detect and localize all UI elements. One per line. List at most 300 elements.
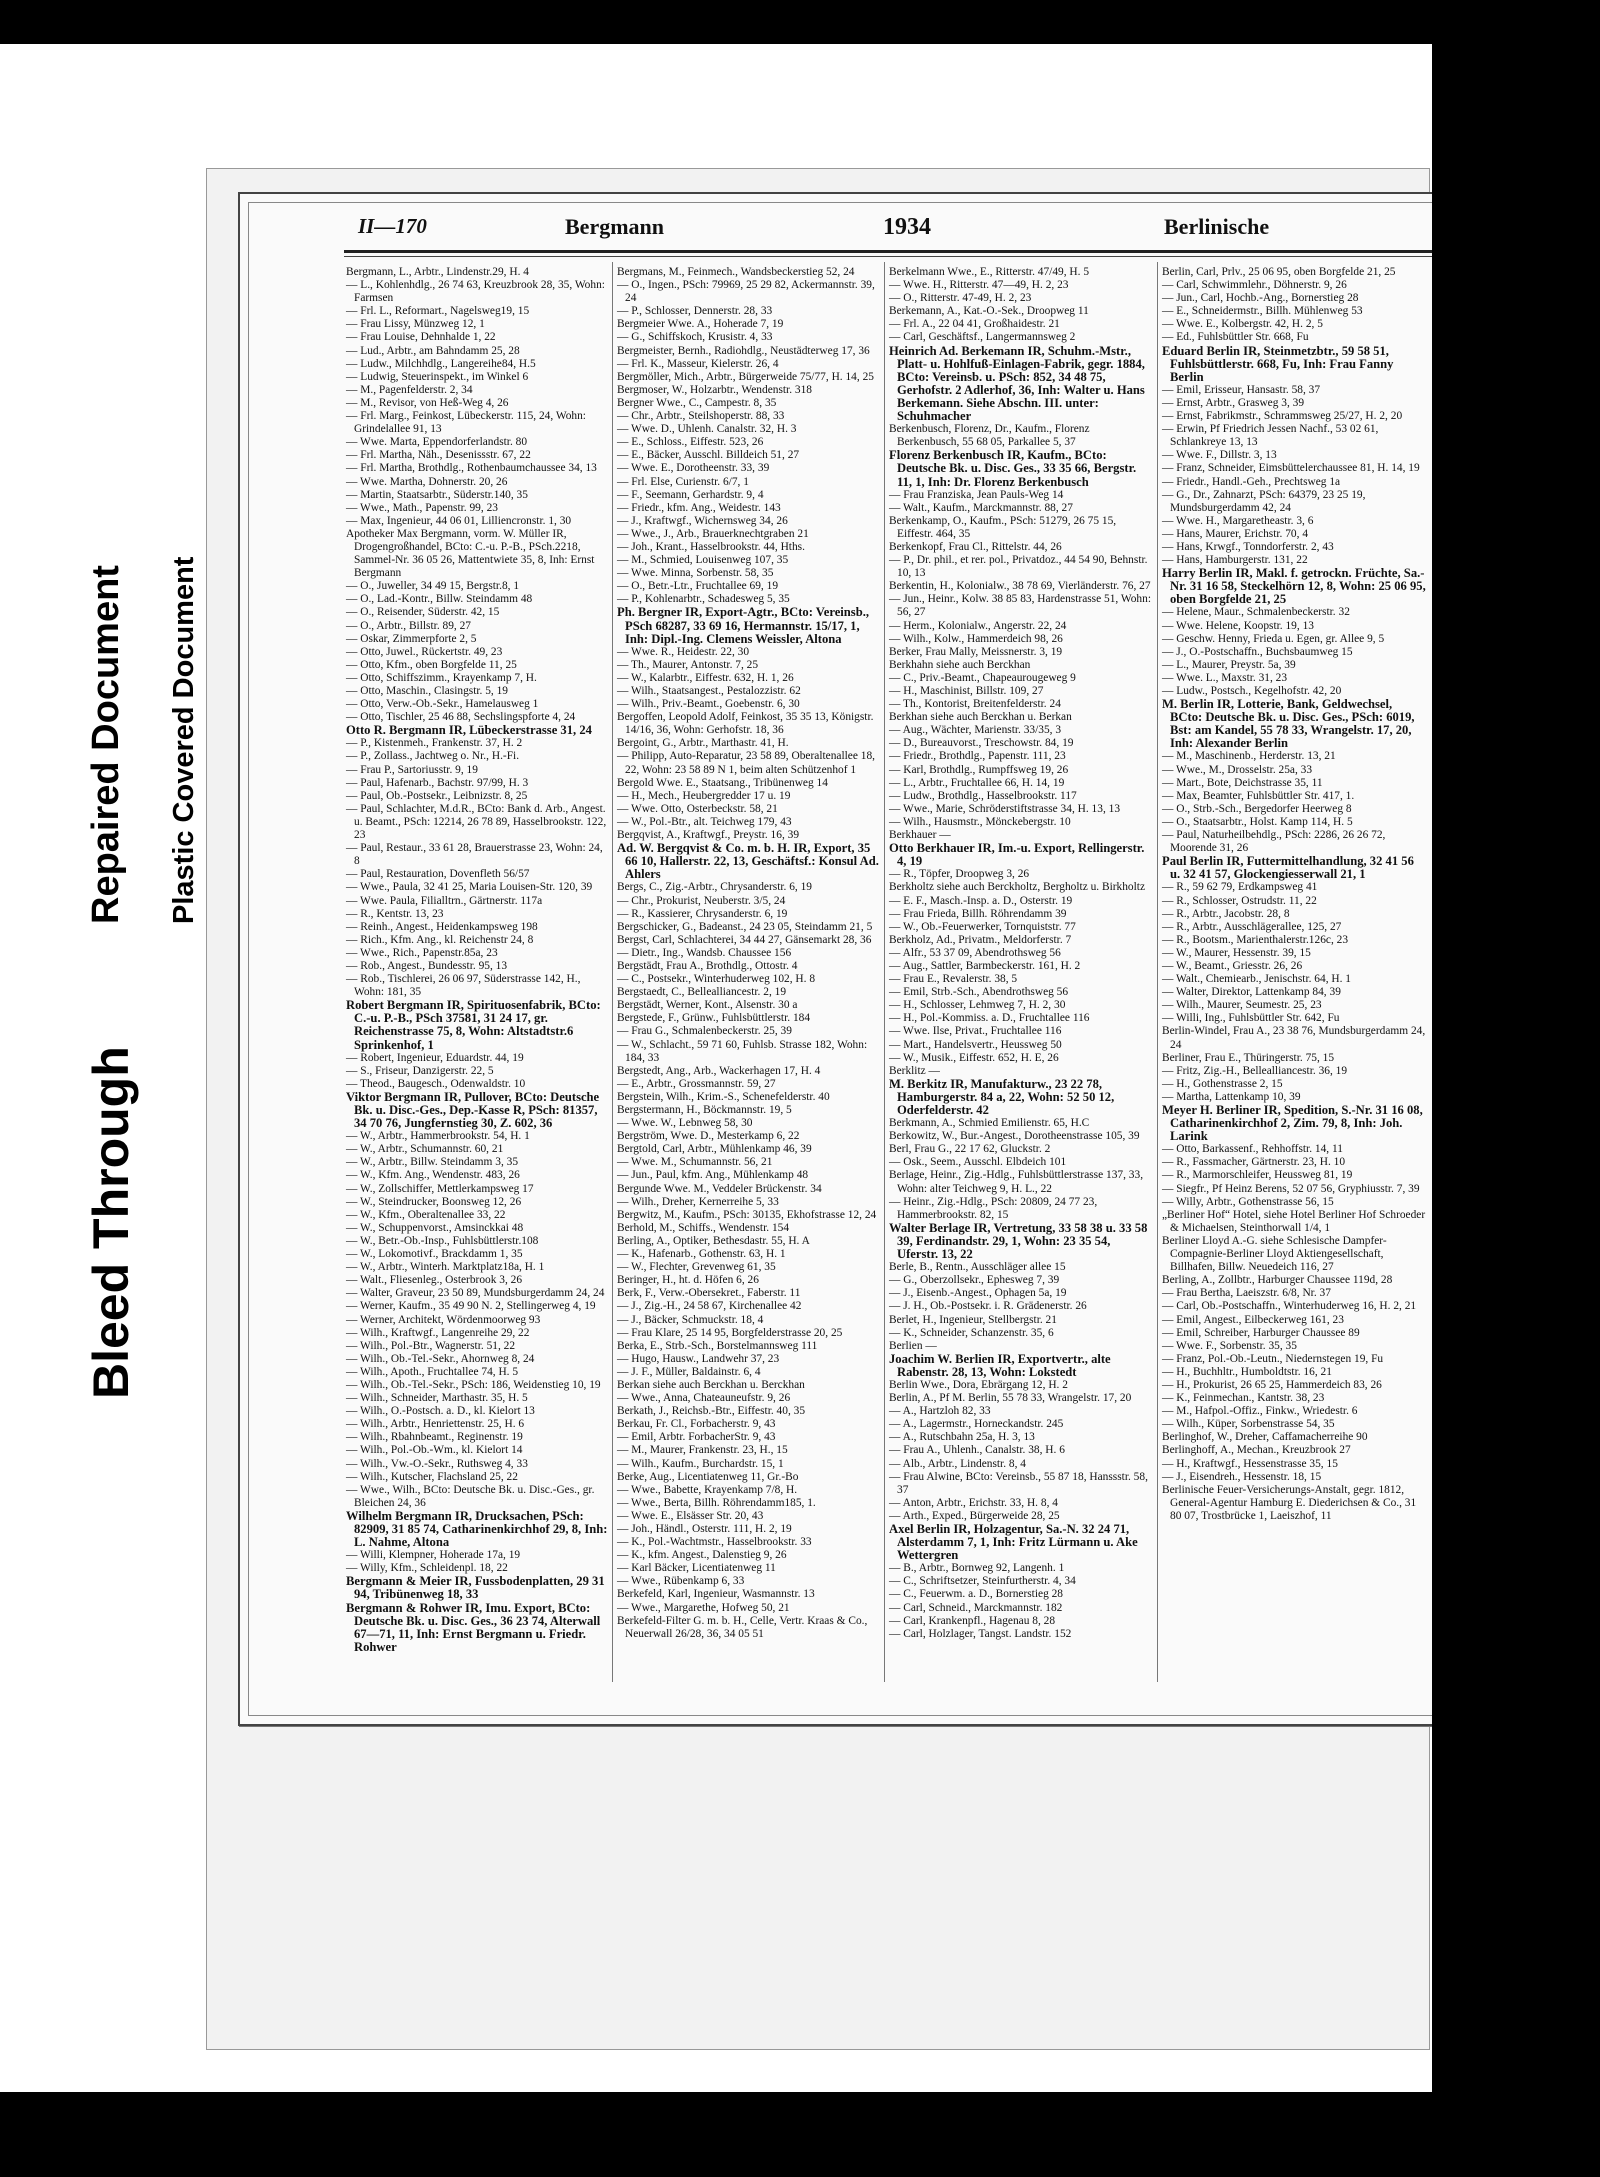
directory-entry: — Wwe. H., Margaretheastr. 3, 6 [1162, 514, 1314, 527]
directory-entry: — Joh., Krant., Hasselbrookstr. 44, Hths. [617, 540, 805, 553]
directory-entry: — Walt., Kaufm., Marckmannstr. 88, 27 [889, 501, 1073, 514]
directory-entry: — Wwe. F., Dillstr. 3, 13 [1162, 449, 1277, 462]
column-1 [346, 266, 608, 1686]
directory-entry: Berkenbusch, Florenz, Dr., Kaufm., Florenz Berkenbusch, 55 68 05, Parkallee 5, 37 [889, 423, 1090, 449]
directory-entry: — Wwe. Minna, Sorbenstr. 58, 35 [617, 567, 774, 580]
directory-entry: — C., Feuerwm. a. D., Bornerstieg 28 [889, 1588, 1063, 1601]
directory-entry: — H., Schlosser, Lehmweg 7, H. 2, 30 [889, 999, 1066, 1012]
directory-entry: — W., Maurer, Hessenstr. 39, 15 [1162, 946, 1311, 959]
directory-entry: — Paul, Naturheilbehdlg., PSch: 2286, 26 26 72, Moorende 31, 26 [1162, 829, 1386, 855]
directory-entry: — Dietr., Ing., Wandsb. Chaussee 156 [617, 946, 792, 959]
directory-entry: Beringer, H., ht. d. Höfen 6, 26 [617, 1274, 759, 1287]
directory-entry: — Frau Bertha, Laeiszstr. 6/8, Nr. 37 [1162, 1287, 1331, 1300]
directory-entry: Bergstaedt, C., Bellealliancestr. 2, 19 [617, 986, 787, 999]
directory-entry: — W., Zollschiffer, Mettlerkampsweg 17 [346, 1182, 534, 1195]
directory-entry: — R., Schlosser, Ostrudstr. 11, 22 [1162, 894, 1317, 907]
directory-entry: Ph. Bergner IR, Export-Agtr., BCto: Vereinsb., PSch 68287, 33 69 16, Hermannstr. 15/17, 1, Inh: Dipl.-Ing. Clemens Weissler, Altona [617, 605, 869, 646]
column-3 [889, 266, 1151, 1686]
directory-entry: — L., Maurer, Preystr. 5a, 39 [1162, 658, 1296, 671]
directory-entry: — Walt., Fliesenleg., Osterbrook 3, 26 [346, 1274, 523, 1287]
directory-entry: — Philipp, Auto-Reparatur, 23 58 89, Oberaltenallee 18, 22, Wohn: 23 58 89 N 1, beim alten Schützenhof 1 [617, 750, 875, 776]
directory-entry: — Wwe. R., Heidestr. 22, 30 [617, 645, 750, 658]
directory-entry: — Frau Louise, Dehnhalde 1, 22 [346, 331, 496, 344]
directory-entry: — Th., Maurer, Antonstr. 7, 25 [617, 658, 759, 671]
directory-entry: — L., Arbtr., Fruchtallee 66, H. 14, 19 [889, 776, 1065, 789]
directory-entry: — W., Kalarbtr., Eiffestr. 632, H. 1, 26 [617, 671, 794, 684]
directory-entry: — R., Bootsm., Marienthalerstr.126c, 23 [1162, 933, 1349, 946]
directory-entry: — W., Pol.-Btr., alt. Teichweg 179, 43 [617, 815, 792, 828]
directory-entry: Bergstede, F., Grünw., Fuhlsbüttlerstr. 184 [617, 1012, 811, 1025]
directory-entry: — L., Kohlenhdlg., 26 74 63, Kreuzbrook 28, 35, Wohn: Farmsen [346, 279, 605, 305]
directory-entry: — Ernst, Fabrikmstr., Schrammsweg 25/27, H. 2, 20 [1162, 410, 1403, 423]
directory-entry: — Emil, Erisseur, Hansastr. 58, 37 [1162, 383, 1321, 396]
directory-entry: Meyer H. Berliner IR, Spedition, S.-Nr. 31 16 08, Catharinenkirchhof 2, Zim. 79, 8, Inh: Joh. Larink [1162, 1103, 1423, 1144]
page-number: II—170 [358, 214, 427, 238]
directory-entry: — Helene, Maur., Schmalenbeckerstr. 32 [1162, 606, 1350, 619]
directory-entry: Bergoint, G., Arbtr., Marthastr. 41, H. [617, 737, 789, 750]
directory-entry: — A., Hartzloh 82, 33 [889, 1405, 991, 1418]
directory-entry: — Martha, Lattenkamp 10, 39 [1162, 1090, 1301, 1103]
directory-entry: Bergmoser, W., Holzarbtr., Wendenstr. 318 [617, 383, 812, 396]
column-4 [1162, 266, 1426, 1686]
directory-entry: — Wwe. W., Lebnweg 58, 30 [617, 1117, 753, 1130]
directory-entry: — H., Prokurist, 26 65 25, Hammerdeich 83, 26 [1162, 1378, 1382, 1391]
directory-entry: — E., Bäcker, Ausschl. Billdeich 51, 27 [617, 449, 800, 462]
directory-entry: — Rob., Angest., Bundesstr. 95, 13 [346, 959, 508, 972]
directory-entry: — Ernst, Arbtr., Grasweg 3, 39 [1162, 396, 1305, 409]
directory-entry: — W., Steindrucker, Boonsweg 12, 26 [346, 1195, 522, 1208]
directory-entry: — Wwe., Babette, Krayenkamp 7/8, H. [617, 1483, 798, 1496]
directory-entry: — Wilh., Kutscher, Flachsland 25, 22 [346, 1470, 518, 1483]
directory-entry: — R., 59 62 79, Erdkampsweg 41 [1162, 881, 1318, 894]
directory-entry: — E., Schloss., Eiffestr. 523, 26 [617, 436, 764, 449]
directory-entry: — Anton, Arbtr., Erichstr. 33, H. 8, 4 [889, 1496, 1058, 1509]
directory-entry: Berling, A., Zollbtr., Harburger Chaussee 119d, 28 [1162, 1274, 1393, 1287]
directory-entry: — Emil, Arbtr. ForbacherStr. 9, 43 [617, 1431, 776, 1444]
directory-entry: — R., Töpfer, Droopweg 3, 26 [889, 868, 1030, 881]
directory-entry: Heinrich Ad. Berkemann IR, Schuhm.-Mstr., Platt- u. Hohlfuß-Einlagen-Fabrik, gegr. 1884, BCto: Vereinsb. u. PSch: 852, 34 48 75, Gerhofstr. 2 Adlerhof, 36, Inh: Walter u. Hans Berkemann. Siehe Abschn. III. unter: Schuhmacher [889, 343, 1145, 424]
directory-entry: — Oskar, Zimmerpforte 2, 5 [346, 632, 477, 645]
directory-entry: Ad. W. Bergqvist & Co. m. b. H. IR, Export, 35 66 10, Hallerstr. 22, 13, Geschäftsf.: Konsul Ad. Ahlers [617, 841, 879, 882]
directory-entry: — C., Schriftsetzer, Steinfurtherstr. 4, 34 [889, 1575, 1076, 1588]
directory-entry: — Willi, Ing., Fuhlsbüttler Str. 642, Fu [1162, 1012, 1340, 1025]
directory-entry: — P., Schlosser, Dennerstr. 28, 33 [617, 305, 773, 318]
directory-entry: — Frl. L., Reformart., Nagelsweg19, 15 [346, 305, 530, 318]
directory-entry: Berker, Frau Mally, Meissnerstr. 3, 19 [889, 645, 1063, 658]
directory-entry: Berlet, H., Ingenieur, Stellbergstr. 21 [889, 1313, 1057, 1326]
directory-entry: — Wwe., Margarethe, Hofweg 50, 21 [617, 1601, 790, 1614]
directory-entry: — R., Marmorschleifer, Heussweg 81, 19 [1162, 1169, 1353, 1182]
directory-entry: — W., Arbtr., Billw. Steindamm 3, 35 [346, 1156, 519, 1169]
directory-entry: — S., Friseur, Danzigerstr. 22, 5 [346, 1064, 494, 1077]
directory-entry: Bergschicker, G., Badeanst., 24 23 05, Steindamm 21, 5 [617, 920, 873, 933]
directory-entry: Berkhan siehe auch Berckhan u. Berkan [889, 711, 1072, 724]
directory-entry: — Wilh., Rbahnbeamt., Reginenstr. 19 [346, 1431, 523, 1444]
directory-entry: Otto R. Bergmann IR, Lübeckerstrasse 31, 24 [346, 723, 592, 738]
directory-entry: — Wilh., Kolw., Hammerdeich 98, 26 [889, 632, 1063, 645]
directory-entry: — Willy, Kfm., Schleidenpl. 18, 22 [346, 1562, 508, 1575]
directory-entry: — K., Schneider, Schanzenstr. 35, 6 [889, 1326, 1054, 1339]
directory-entry: Bergmöller, Mich., Arbtr., Bürgerweide 75/77, H. 14, 25 [617, 370, 874, 383]
directory-entry: Bergunde Wwe. M., Veddeler Brückenstr. 34 [617, 1182, 822, 1195]
directory-entry: — W., Beamt., Griesstr. 26, 26 [1162, 959, 1303, 972]
running-header [240, 214, 1466, 244]
directory-entry: — Karl, Brothdlg., Rumpffsweg 19, 26 [889, 763, 1069, 776]
directory-entry: — M., Revisor, von Heß-Weg 4, 26 [346, 396, 509, 409]
directory-entry: — Wilh., Hausmstr., Mönckebergstr. 10 [889, 815, 1071, 828]
directory-entry: — Wwe., Berta, Billh. Röhrendamm185, 1. [617, 1496, 816, 1509]
scan-border-right [1432, 44, 1600, 2094]
directory-entry: — P., Kistenmeh., Frankenstr. 37, H. 2 [346, 737, 523, 750]
directory-entry: — M., Schmied, Louisenweg 107, 35 [617, 554, 789, 567]
directory-entry: Berkefeld, Karl, Ingenieur, Wasmannstr. 13 [617, 1588, 815, 1601]
directory-entry: Bergmann & Rohwer IR, Imu. Export, BCto: Deutsche Bk. u. Disc. Ges., 36 23 74, Alterwall 67—71, 11, Inh: Ernst Bergmann u. Friedr. Rohwer [346, 1600, 601, 1654]
directory-entry: Berkelmann Wwe., E., Ritterstr. 47/49, H. 5 [889, 266, 1090, 278]
directory-entry: — P., Kohlenarbtr., Schadesweg 5, 35 [617, 593, 790, 606]
directory-entry: Berhold, M., Schiffs., Wendenstr. 154 [617, 1221, 790, 1234]
directory-entry: Viktor Bergmann IR, Pullover, BCto: Deutsche Bk. u. Disc.-Ges., Dep.-Kasse R, PSch: 81357, 34 70 76, Jungfernstieg 30, Z. 602, 36 [346, 1089, 600, 1131]
directory-entry: Berke, Aug., Licentiatenweg 11, Gr.-Bo [617, 1470, 799, 1483]
directory-entry: Bergqvist, A., Kraftwgf., Preystr. 16, 39 [617, 829, 800, 842]
directory-entry: — Wwe., Math., Papenstr. 99, 23 [346, 501, 498, 514]
directory-entry: — Wilh., Pol.-Btr., Wagnerstr. 51, 22 [346, 1339, 516, 1352]
directory-entry: Berlinische Feuer-Versicherungs-Anstalt, gegr. 1812, General-Agentur Hamburg E. Diederichsen & Co., 31 80 07, Trostbrücke 1, Laeiszhof, 11 [1162, 1483, 1417, 1522]
directory-entry: — Paul, Ob.-Postsekr., Leibnizstr. 8, 25 [346, 789, 528, 802]
header-rule-thin [344, 256, 1454, 257]
directory-entry: — Emil, Strb.-Sch., Abendrothsweg 56 [889, 986, 1069, 999]
directory-entry: — Frau Frieda, Billh. Röhrendamm 39 [889, 907, 1067, 920]
directory-entry: Robert Bergmann IR, Spirituosenfabrik, BCto: C.-u. P.-B., PSch 37581, 31 24 17, gr. Reichenstrasse 75, 8, Wohn: Altstadtstr.6 Sprinkenhof, 1 [346, 998, 601, 1052]
directory-entry: M. Berkitz IR, Manufakturw., 23 22 78, Hamburgerstr. 84 a, 22, Wohn: 52 50 12, Oderfelderstr. 42 [889, 1076, 1115, 1117]
directory-entry: — Ludw., Milchhdlg., Langereihe84, H.5 [346, 357, 536, 370]
directory-entry: Berl, Frau G., 22 17 62, Gluckstr. 2 [889, 1143, 1051, 1156]
directory-entry: — Alfr., 53 37 09, Abendrothsweg 56 [889, 946, 1061, 959]
directory-entry: — Wilh., Vw.-O.-Sekr., Ruthsweg 4, 33 [346, 1457, 528, 1470]
directory-entry: — Frl. Else, Curienstr. 6/7, 1 [617, 475, 749, 488]
label-repaired-document: Repaired Document [85, 565, 127, 924]
directory-entry: Berkenkamp, O., Kaufm., PSch: 51279, 26 75 15, Eiffestr. 464, 35 [889, 514, 1117, 540]
directory-entry: — Wilh., Kaufm., Burchardstr. 15, 1 [617, 1457, 784, 1470]
directory-entry: Paul Berlin IR, Futtermittelhandlung, 32 41 56 u. 32 41 57, Glockengiesserwall 21, 1 [1162, 854, 1414, 882]
directory-entry: — H., Maschinist, Billstr. 109, 27 [889, 685, 1044, 697]
directory-entry: — J., Kraftwgf., Wichernsweg 34, 26 [617, 514, 788, 527]
directory-entry: — Mart., Handelsvertr., Heussweg 50 [889, 1038, 1062, 1051]
directory-entry: — Jun., Heinr., Kolw. 38 85 83, Hardenstrasse 51, Wohn: 56, 27 [889, 593, 1151, 619]
directory-entry: — J. H., Ob.-Postsekr. i. R. Grädenerstr. 26 [889, 1300, 1087, 1313]
directory-entry: Berkentin, H., Kolonialw., 38 78 69, Vierländerstr. 76, 27 [889, 580, 1151, 593]
column-divider [884, 262, 885, 1682]
directory-entry: — Frl. Martha, Näh., Desenissstr. 67, 22 [346, 449, 531, 462]
directory-entry: — Frau Alwine, BCto: Vereinsb., 55 87 18, Hanssstr. 58, 37 [889, 1470, 1148, 1496]
directory-entry: — R., Kentstr. 13, 23 [346, 907, 444, 920]
directory-entry: — P., Dr. phil., et rer. pol., Privatdoz., 44 54 90, Behnstr. 10, 13 [889, 554, 1148, 580]
directory-entry: Berkholtz siehe auch Berckholtz, Bergholtz u. Birkholtz [889, 881, 1146, 894]
directory-entry: — Walter, Graveur, 23 50 89, Mundsburgerdamm 24, 24 [346, 1287, 605, 1300]
directory-entry: Bergstädt, Frau A., Brothdlg., Ottostr. 4 [617, 959, 798, 972]
directory-entry: Bergmann, L., Arbtr., Lindenstr.29, H. 4 [346, 266, 529, 278]
directory-entry: Bergstedt, Ang., Arb., Wackerhagen 17, H. 4 [617, 1064, 821, 1077]
directory-entry: — K., Pol.-Wachtmstr., Hasselbrookstr. 33 [617, 1536, 812, 1549]
directory-entry: — Osk., Seem., Ausschl. Elbdeich 101 [889, 1156, 1067, 1169]
directory-entry: — Arth., Exped., Bürgerweide 28, 25 [889, 1509, 1060, 1522]
directory-entry: — Martin, Staatsarbtr., Süderstr.140, 35 [346, 488, 528, 501]
directory-entry: — Wwe., Rübenkamp 6, 33 [617, 1575, 745, 1588]
directory-entry: Bergner Wwe., C., Campestr. 8, 35 [617, 396, 777, 409]
directory-entry: — Robert, Ingenieur, Eduardstr. 44, 19 [346, 1051, 524, 1064]
directory-entry: Berkhauer — [889, 829, 951, 842]
directory-entry: — O., Betr.-Ltr., Fruchtallee 69, 19 [617, 580, 779, 593]
directory-entry: — Wilh., Apoth., Fruchtallee 74, H. 5 [346, 1365, 519, 1378]
directory-entry: — Frau P., Sartoriusstr. 9, 19 [346, 763, 478, 776]
directory-entry: — Hans, Maurer, Erichstr. 70, 4 [1162, 527, 1309, 540]
directory-entry: Berkath, J., Reichsb.-Btr., Eiffestr. 40, 35 [617, 1405, 806, 1418]
directory-entry: — Erwin, Pf Friedrich Jessen Nachf., 53 02 61, Schlankreye 13, 13 [1162, 423, 1379, 449]
column-2 [617, 266, 879, 1686]
directory-entry: — Frau E., Revalerstr. 38, 5 [889, 973, 1018, 986]
directory-entry: — Hans, Hamburgerstr. 131, 22 [1162, 554, 1308, 567]
directory-entry: — O., Ingen., PSch: 79969, 25 29 82, Ackermannstr. 39, 24 [617, 279, 875, 305]
directory-entry: — Rich., Kfm. Ang., kl. Reichenstr 24, 8 [346, 933, 534, 946]
directory-entry: — Wwe. M., Schumannstr. 56, 21 [617, 1156, 773, 1169]
directory-entry: — Werner, Kaufm., 35 49 90 N. 2, Stellingerweg 4, 19 [346, 1300, 596, 1313]
directory-entry: Otto Berkhauer IR, Im.-u. Export, Rellingerstr. 4, 19 [889, 841, 1145, 869]
directory-entry: — Paul, Hafenarb., Bachstr. 97/99, H. 3 [346, 776, 529, 789]
directory-entry: — W., Schlacht., 59 71 60, Fuhlsb. Strasse 182, Wohn: 184, 33 [617, 1038, 868, 1064]
directory-entry: — Jun., Paul, kfm. Ang., Mühlenkamp 48 [617, 1169, 809, 1182]
directory-entry: — Frl. K., Masseur, Kielerstr. 26, 4 [617, 357, 779, 370]
directory-entry: — K., kfm. Angest., Dalenstieg 9, 26 [617, 1549, 787, 1562]
directory-entry: — Wilh., Schneider, Marthastr. 35, H. 5 [346, 1392, 528, 1405]
label-bleed-through: Bleed Through [83, 1046, 139, 1399]
directory-entry: — M., Maschinenb., Herderstr. 13, 21 [1162, 750, 1336, 763]
directory-entry: — Wwe., Anna, Chateauneufstr. 9, 26 [617, 1392, 791, 1405]
directory-entry: — Geschw. Henny, Frieda u. Egen, gr. Allee 9, 5 [1162, 632, 1385, 645]
directory-entry: — G., Oberzollsekr., Ephesweg 7, 39 [889, 1274, 1060, 1287]
directory-entry: — Chr., Arbtr., Steilshoperstr. 88, 33 [617, 410, 785, 423]
directory-entry: — Frl. Marg., Feinkost, Lübeckerstr. 115, 24, Wohn: Grindelallee 91, 13 [346, 410, 586, 436]
directory-entry: — K., Feinmechan., Kantstr. 38, 23 [1162, 1392, 1325, 1405]
directory-entry: Berkowitz, W., Bur.-Angest., Dorotheenstrasse 105, 39 [889, 1130, 1140, 1143]
directory-entry: — C., Postsekr., Winterhuderweg 102, H. 8 [617, 973, 816, 986]
directory-entry: — Carl, Schwimmlehr., Döhnerstr. 9, 26 [1162, 279, 1347, 292]
directory-entry: Berk, F., Verw.-Obersekret., Faberstr. 11 [617, 1287, 801, 1300]
directory-entry: — B., Arbtr., Bornweg 92, Langenh. 1 [889, 1562, 1065, 1575]
directory-entry: — M., Maurer, Frankenstr. 23, H., 15 [617, 1444, 788, 1457]
directory-entry: Bergst, Carl, Schlachterei, 34 44 27, Gänsemarkt 28, 36 [617, 933, 872, 946]
directory-entry: — Wwe., M., Drosselstr. 25a, 33 [1162, 763, 1313, 776]
directory-entry: Berlin-Windel, Frau A., 23 38 76, Mundsburgerdamm 24, 24 [1162, 1025, 1426, 1051]
directory-entry: Berlage, Heinr., Zig.-Hdlg., Fuhlsbüttlerstrasse 137, 33, Wohn: alter Teichweg 9, H. L., 22 [889, 1169, 1144, 1195]
directory-entry: — H., Buchhltr., Humboldtstr. 16, 21 [1162, 1365, 1332, 1378]
directory-entry: Berling, A., Optiker, Bethesdastr. 55, H. A [617, 1234, 810, 1247]
scan-border-bottom [0, 2092, 1600, 2177]
directory-entry: Berliner, Frau E., Thüringerstr. 75, 15 [1162, 1051, 1335, 1064]
directory-entry: — E., Arbtr., Grossmannstr. 59, 27 [617, 1077, 776, 1090]
directory-entry: — Otto, Barkassenf., Rehhoffstr. 14, 11 [1162, 1143, 1343, 1156]
directory-entry: — Hans, Krwgf., Tonndorferstr. 2, 43 [1162, 540, 1334, 553]
directory-entry: — W., Kfm., Oberaltenallee 33, 22 [346, 1208, 506, 1221]
directory-entry: — Siegfr., Pf Heinz Berens, 52 07 56, Gryphiusstr. 7, 39 [1162, 1182, 1420, 1195]
directory-entry: — Herm., Kolonialw., Angerstr. 22, 24 [889, 619, 1067, 632]
directory-entry: — R., Arbtr., Ausschlägerallee, 125, 27 [1162, 920, 1342, 933]
directory-entry: — Otto, Tischler, 25 46 88, Sechslingspforte 4, 24 [346, 711, 576, 724]
directory-entry: Bergwitz, M., Kaufm., PSch: 30135, Ekhofstrasse 12, 24 [617, 1208, 877, 1221]
directory-entry: — Wwe., Rich., Papenstr.85a, 23 [346, 946, 498, 959]
directory-entry: — Carl, Krankenpfl., Hagenau 8, 28 [889, 1614, 1056, 1627]
directory-entry: — H., Mech., Heubergredder 17 u. 19 [617, 789, 791, 802]
directory-entry: — Chr., Prokurist, Neuberstr. 3/5, 24 [617, 894, 786, 907]
directory-entry: — W., Arbtr., Schumannstr. 60, 21 [346, 1143, 504, 1156]
directory-entry: — J. F., Müller, Baldainstr. 6, 4 [617, 1365, 761, 1378]
header-year: 1934 [883, 214, 931, 240]
directory-entry: — W., Ob.-Feuerwerker, Tornquiststr. 77 [889, 920, 1076, 933]
directory-entry: — W., Schuppenvorst., Amsinckkai 48 [346, 1221, 524, 1234]
directory-entry: Walter Berlage IR, Vertretung, 33 58 38 u. 33 58 39, Ferdinandstr. 29, 1, Wohn: 23 35 54, Uferstr. 13, 22 [889, 1220, 1148, 1262]
directory-entry: Bergold Wwe. E., Staatsang., Tribünenweg 14 [617, 776, 828, 789]
directory-entry: — Carl, Ob.-Postschaffn., Winterhuderweg 16, H. 2, 21 [1162, 1300, 1417, 1313]
directory-entry: — Wilh., Staatsangest., Pestalozzistr. 62 [617, 685, 801, 697]
directory-entry: — Emil, Angest., Eilbeckerweg 161, 23 [1162, 1313, 1344, 1326]
directory-entry: — Aug., Wächter, Marienstr. 33/35, 3 [889, 724, 1062, 737]
directory-entry: — Wilh., Kraftwgf., Langenreihe 29, 22 [346, 1326, 530, 1339]
directory-entry: Bergmeier Wwe. A., Hoherade 7, 19 [617, 318, 784, 331]
directory-entry: „Berliner Hof“ Hotel, siehe Hotel Berliner Hof Schroeder & Michaelsen, Steinthorwall 1/4, 1 [1162, 1208, 1426, 1234]
directory-entry: — W., Flechter, Grevenweg 61, 35 [617, 1261, 776, 1274]
directory-entry: — Otto, Verw.-Ob.-Sekr., Hamelausweg 1 [346, 698, 539, 711]
directory-entry: Berkan siehe auch Berckhan u. Berckhan [617, 1378, 805, 1391]
directory-entry: Bergs, C., Zig.-Arbtr., Chrysanderstr. 6, 19 [617, 881, 812, 894]
directory-entry: — Wilh., Ob.-Tel.-Sekr., PSch: 186, Weidenstieg 10, 19 [346, 1378, 601, 1391]
directory-entry: — Carl, Holzlager, Tangst. Landstr. 152 [889, 1627, 1072, 1640]
directory-entry: Berle, B., Rentn., Ausschläger allee 15 [889, 1261, 1066, 1274]
directory-entry: — Ludwig, Steuerinspekt., im Winkel 6 [346, 370, 529, 383]
directory-entry: Berkau, Fr. Cl., Forbacherstr. 9, 43 [617, 1418, 776, 1431]
directory-entry: — W., Kfm. Ang., Wendenstr. 483, 26 [346, 1169, 520, 1182]
header-rule [344, 250, 1454, 253]
directory-entry: Berlin Wwe., Dora, Ebrärgang 12, H. 2 [889, 1378, 1068, 1391]
directory-entry: — Karl Bäcker, Licentiatenweg 11 [617, 1562, 776, 1575]
directory-entry: — Franz, Schneider, Eimsbüttelerchaussee 81, H. 14, 19 [1162, 462, 1420, 475]
directory-entry: — Wwe. Ilse, Privat., Fruchtallee 116 [889, 1025, 1062, 1038]
directory-entry: — Friedr., kfm. Ang., Weidestr. 143 [617, 501, 781, 514]
directory-entry: — O., Lad.-Kontr., Billw. Steindamm 48 [346, 593, 533, 606]
directory-entry: Berlin, A., Pf M. Berlin, 55 78 33, Wrangelstr. 17, 20 [889, 1392, 1132, 1405]
label-plastic-covered: Plastic Covered Document [168, 556, 200, 924]
directory-entry: — Wwe. H., Ritterstr. 47—49, H. 2, 23 [889, 279, 1069, 292]
directory-entry: — Friedr., Brothdlg., Papenstr. 111, 23 [889, 750, 1066, 763]
directory-entry: — M., Hafpol.-Offiz., Finkw., Wriedestr. 6 [1162, 1405, 1358, 1418]
directory-entry: Axel Berlin IR, Holzagentur, Sa.-N. 32 24 71, Alsterdamm 7, 1, Inh: Fritz Lürmann u. Ake Wettergren [889, 1522, 1138, 1563]
directory-entry: — Wwe. Marta, Eppendorferlandstr. 80 [346, 436, 528, 449]
directory-entry: — R., Fassmacher, Gärtnerstr. 23, H. 10 [1162, 1156, 1346, 1169]
directory-entry: — Werner, Architekt, Wördenmoorweg 93 [346, 1313, 541, 1326]
directory-entry: — Wwe. Otto, Osterbeckstr. 58, 21 [617, 802, 778, 815]
directory-entry: — Frau A., Uhlenh., Canalstr. 38, H. 6 [889, 1444, 1065, 1457]
directory-entry: Joachim W. Berlien IR, Exportvertr., alte Rabenstr. 28, 13, Wohn: Lokstedt [889, 1351, 1111, 1379]
directory-entry: — J., Zig.-H., 24 58 67, Kirchenallee 42 [617, 1300, 802, 1313]
directory-entry: — K., Hafenarb., Gothenstr. 63, H. 1 [617, 1248, 786, 1261]
directory-entry: — Hugo, Hausw., Landwehr 37, 23 [617, 1352, 780, 1365]
directory-entry: — Max, Ingenieur, 44 06 01, Lilliencronstr. 1, 30 [346, 514, 572, 527]
directory-entry: — Frau Klare, 25 14 95, Borgfelderstrasse 20, 25 [617, 1326, 843, 1339]
directory-entry: — Frl. A., 22 04 41, Großhaidestr. 21 [889, 318, 1060, 331]
directory-entry: — Otto, Kfm., oben Borgfelde 11, 25 [346, 658, 517, 671]
directory-entry: Berkmann, A., Schmied Emilienstr. 65, H.C [889, 1117, 1090, 1130]
directory-entry: Bergstermann, H., Böckmannstr. 19, 5 [617, 1104, 792, 1116]
column-divider [1157, 262, 1158, 1682]
directory-entry: Berlien — [889, 1339, 937, 1352]
directory-entry: — Otto, Maschin., Clasingstr. 5, 19 [346, 685, 508, 697]
directory-entry: — Wilh., Ob.-Tel.-Sekr., Ahornweg 8, 24 [346, 1352, 535, 1365]
directory-entry: — Heinr., Zig.-Hdlg., PSch: 20809, 24 77 23, Hammerbrookstr. 82, 15 [889, 1195, 1098, 1221]
directory-entry: — Fritz, Zig.-H., Bellealliancestr. 36, 19 [1162, 1064, 1348, 1077]
directory-entry: Eduard Berlin IR, Steinmetzbtr., 59 58 51, Fuhlsbüttlerstr. 668, Fu, Inh: Frau Fanny Berlin [1162, 343, 1394, 384]
directory-entry: — H., Gothenstrasse 2, 15 [1162, 1077, 1283, 1090]
directory-entry: — O., Ritterstr. 47-49, H. 2, 23 [889, 292, 1032, 305]
directory-entry: — Wwe., Paula, 32 41 25, Maria Louisen-Str. 120, 39 [346, 881, 593, 894]
directory-entry: — O., Juweller, 34 49 15, Bergstr.8, 1 [346, 580, 520, 593]
directory-entry: Bergström, Wwe. D., Mesterkamp 6, 22 [617, 1130, 800, 1143]
directory-entry: — E., Schneidermstr., Billh. Mühlenweg 53 [1162, 305, 1363, 318]
directory-entry: — Frau G., Schmalenbeckerstr. 25, 39 [617, 1025, 792, 1038]
directory-page [238, 192, 1468, 1726]
directory-entry: — Reinh., Angest., Heidenkampsweg 198 [346, 920, 538, 933]
directory-entry: — Wwe. D., Uhlenh. Canalstr. 32, H. 3 [617, 423, 797, 436]
directory-entry: — H., Pol.-Kommiss. a. D., Fruchtallee 116 [889, 1012, 1090, 1025]
directory-entry: — O., Staatsarbtr., Holst. Kamp 114, H. 5 [1162, 815, 1353, 828]
directory-entry: — Wilh., Dreher, Kernerreihe 5, 33 [617, 1195, 779, 1208]
directory-entry: — A., Lagermstr., Horneckandstr. 245 [889, 1418, 1064, 1431]
directory-entry: — Emil, Schreiber, Harburger Chaussee 89 [1162, 1326, 1360, 1339]
directory-entry: — Frau Franziska, Jean Pauls-Weg 14 [889, 488, 1064, 501]
directory-entry: — Wwe. E., Elsässer Str. 20, 43 [617, 1509, 764, 1522]
directory-entry: — W., Musik., Eiffestr. 652, H. E, 26 [889, 1051, 1059, 1064]
directory-entry: — Mart., Bote, Deichstrasse 35, 11 [1162, 776, 1323, 789]
directory-entry: Harry Berlin IR, Makl. f. getrockn. Früchte, Sa.-Nr. 31 16 58, Steckelhörn 12, 8, Wohn: 25 06 95, oben Borgfelde 21, 25 [1162, 566, 1426, 607]
directory-entry: — Wwe. Martha, Dohnerstr. 20, 26 [346, 475, 508, 488]
directory-entry: — Carl, Schneid., Marckmannstr. 182 [889, 1601, 1063, 1614]
directory-entry: — J., O.-Postschaffn., Buchsbaumweg 15 [1162, 645, 1353, 658]
directory-entry: — Walt., Chemiearb., Jenischstr. 64, H. 1 [1162, 973, 1352, 986]
directory-entry: — Paul, Schlachter, M.d.R., BCto: Bank d. Arb., Angest. u. Beamt., PSch: 12214, 26 78 89, Hasselbrookstr. 122, 23 [346, 802, 607, 842]
directory-entry: — Joh., Händl., Osterstr. 111, H. 2, 19 [617, 1523, 792, 1535]
directory-entry: Bergstädt, Werner, Kont., Alsenstr. 30 a [617, 999, 798, 1012]
directory-entry: — D., Bureauvorst., Treschowstr. 84, 19 [889, 737, 1074, 750]
directory-entry: — P., Zollass., Jachtweg o. Nr., H.-Fi. [346, 750, 520, 763]
directory-entry: — H., Kraftwgf., Hessenstrasse 35, 15 [1162, 1457, 1338, 1470]
label-area [0, 44, 240, 2092]
directory-entry: — Theod., Baugesch., Odenwaldstr. 10 [346, 1077, 526, 1090]
directory-entry: — W., Arbtr., Hammerbrookstr. 54, H. 1 [346, 1130, 530, 1143]
directory-entry: Berkemann, A., Kat.-O.-Sek., Droopweg 11 [889, 305, 1089, 318]
directory-entry: — G., Schiffskoch, Krusistr. 4, 33 [617, 331, 773, 344]
directory-entry: — Wwe. F., Sorbenstr. 35, 35 [1162, 1339, 1297, 1352]
directory-entry: — Wilh., O.-Postsch. a. D., kl. Kielort 13 [346, 1405, 535, 1418]
directory-entry: — Willi, Klempner, Hoherade 17a, 19 [346, 1549, 521, 1562]
header-continuation: Berlinische [1164, 214, 1270, 239]
directory-entry: — Ed., Fuhlsbüttler Str. 668, Fu [1162, 331, 1309, 344]
directory-entry: Bergmeister, Bernh., Radiohdlg., Neustädterweg 17, 36 [617, 344, 870, 357]
directory-entry: — Th., Kontorist, Breitenfelderstr. 24 [889, 698, 1061, 711]
directory-entry: Bergtold, Carl, Arbtr., Mühlenkamp 46, 39 [617, 1143, 812, 1156]
directory-entry: — O., Strb.-Sch., Bergedorfer Heerweg 8 [1162, 802, 1352, 815]
directory-entry: Berkenkopf, Frau Cl., Rittelstr. 44, 26 [889, 540, 1062, 553]
directory-entry: Berlinghof, W., Dreher, Caffamacherreihe 90 [1162, 1431, 1368, 1444]
directory-entry: — G., Dr., Zahnarzt, PSch: 64379, 23 25 19, Mundsburgerdamm 42, 24 [1162, 488, 1366, 514]
directory-entry: — Wwe. Helene, Koopstr. 19, 13 [1162, 619, 1314, 632]
directory-entry: — R., Kassierer, Chrysanderstr. 6, 19 [617, 907, 788, 920]
directory-entry: — Wwe., J., Arb., Brauerknechtgraben 21 [617, 527, 809, 540]
